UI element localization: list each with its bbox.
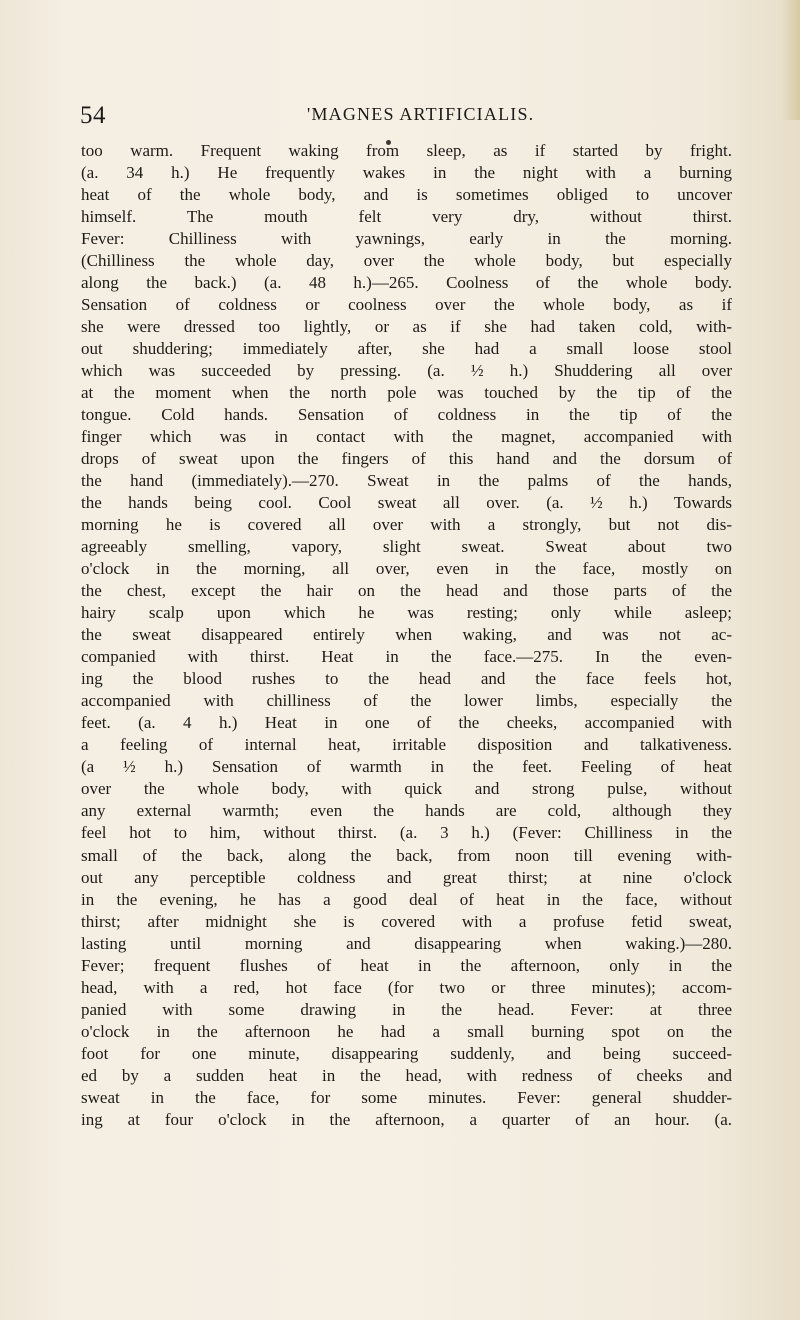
text-line: morning he is covered all over with a strongly, but not dis- xyxy=(81,515,732,535)
text-line: the chest, except the hair on the head and those parts of the xyxy=(81,581,732,601)
text-line: over the whole body, with quick and strong pulse, without xyxy=(81,779,732,799)
text-line: the hands being cool. Cool sweat all over. (a. ½ h.) Towards xyxy=(81,493,732,513)
text-line: hairy scalp upon which he was resting; only while asleep; xyxy=(81,603,732,623)
text-line: at the moment when the north pole was touched by the tip of the xyxy=(81,383,732,403)
text-line: ing the blood rushes to the head and the face feels hot, xyxy=(81,669,732,689)
running-head xyxy=(80,100,720,136)
text-line: she were dressed too lightly, or as if she had taken cold, with- xyxy=(81,317,732,337)
text-line: in the evening, he has a good deal of heat in the face, without xyxy=(81,889,732,909)
text-line: companied with thirst. Heat in the face.—275. In the even- xyxy=(81,647,732,667)
text-line: out shuddering; immediately after, she had a small loose stool xyxy=(81,339,732,359)
text-line: panied with some drawing in the head. Fever: at three xyxy=(81,999,732,1019)
text-line: (a. 34 h.) He frequently wakes in the night with a burning xyxy=(81,163,732,183)
text-line: Fever: Chilliness with yawnings, early in the morning. xyxy=(81,229,732,249)
text-line: o'clock in the morning, all over, even in the face, mostly on xyxy=(81,559,732,579)
text-line: lasting until morning and disappearing when waking.)—280. xyxy=(81,933,732,953)
text-line: too warm. Frequent waking from sleep, as if started by fright. xyxy=(81,141,732,160)
page-number: 54 xyxy=(80,102,106,129)
text-line: heat of the whole body, and is sometimes obliged to uncover xyxy=(81,185,732,205)
text-line: feel hot to him, without thirst. (a. 3 h.) (Fever: Chilliness in the xyxy=(81,823,732,843)
text-line: the sweat disappeared entirely when waking, and was not ac- xyxy=(81,625,732,645)
text-line: agreeably smelling, vapory, slight sweat. Sweat about two xyxy=(81,537,732,557)
body-text xyxy=(81,140,732,1131)
text-line: finger which was in contact with the magnet, accompanied with xyxy=(81,427,732,447)
text-line: accompanied with chilliness of the lower limbs, especially the xyxy=(81,691,732,711)
text-line: along the back.) (a. 48 h.)—265. Coolness of the whole body. xyxy=(81,273,732,293)
text-line: which was succeeded by pressing. (a. ½ h.) Shuddering all over xyxy=(81,361,732,381)
page-edge-stain xyxy=(782,0,800,120)
text-line: Fever; frequent flushes of heat in the afternoon, only in the xyxy=(81,955,732,975)
text-line: a feeling of internal heat, irritable disposition and talkativeness. xyxy=(81,735,732,755)
text-line: head, with a red, hot face (for two or three minutes); accom- xyxy=(81,977,732,997)
text-line: foot for one minute, disappearing suddenly, and being succeed- xyxy=(81,1043,732,1063)
text-line: (a ½ h.) Sensation of warmth in the feet. Feeling of heat xyxy=(81,757,732,777)
text-line: ed by a sudden heat in the head, with redness of cheeks and xyxy=(81,1065,732,1085)
text-line: thirst; after midnight she is covered with a profuse fetid sweat, xyxy=(81,911,732,931)
text-line: drops of sweat upon the fingers of this hand and the dorsum of xyxy=(81,449,732,469)
text-line: out any perceptible coldness and great thirst; at nine o'clock xyxy=(81,867,732,887)
text-line: small of the back, along the back, from noon till evening with- xyxy=(81,845,732,865)
text-line: ing at four o'clock in the afternoon, a quarter of an hour. (a. xyxy=(81,1109,732,1129)
running-head-title: 'MAGNES ARTIFICIALIS. xyxy=(307,104,535,124)
text-line: the hand (immediately).—270. Sweat in the palms of the hands, xyxy=(81,471,732,491)
text-line: feet. (a. 4 h.) Heat in one of the cheeks, accompanied with xyxy=(81,713,732,733)
text-line: tongue. Cold hands. Sensation of coldness in the tip of the xyxy=(81,405,732,425)
text-line: himself. The mouth felt very dry, without thirst. xyxy=(81,207,732,227)
text-line: (Chilliness the whole day, over the whole body, but especially xyxy=(81,251,732,271)
text-line: o'clock in the afternoon he had a small burning spot on the xyxy=(81,1021,732,1041)
text-line: any external warmth; even the hands are cold, although they xyxy=(81,801,732,821)
text-line: sweat in the face, for some minutes. Fever: general shudder- xyxy=(81,1087,732,1107)
text-line: Sensation of coldness or coolness over the whole body, as if xyxy=(81,295,732,315)
